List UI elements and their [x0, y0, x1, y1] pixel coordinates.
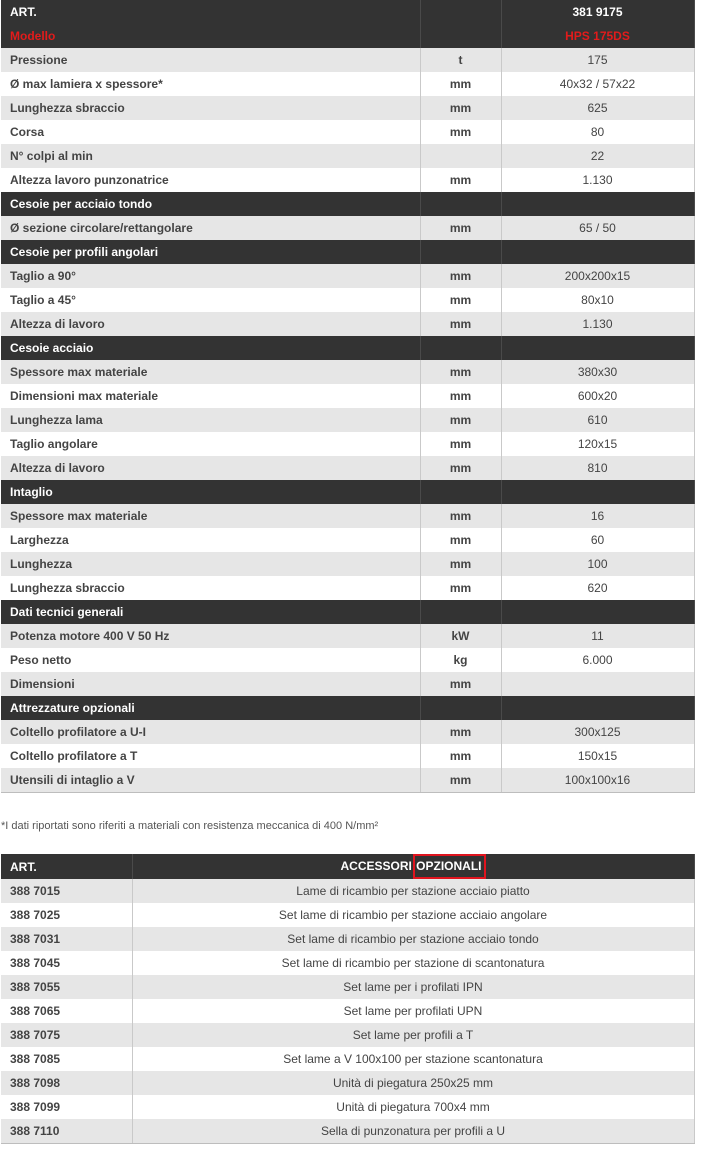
spec-unit: mm — [420, 120, 501, 144]
spec-unit: mm — [420, 312, 501, 336]
spec-label: Dimensioni — [1, 672, 420, 696]
accessory-code: 388 7025 — [1, 903, 132, 927]
section-empty-cell — [501, 600, 694, 624]
accessory-description: Set lame per profilati UPN — [132, 999, 694, 1023]
spec-value: 6.000 — [501, 648, 694, 672]
spec-row — [1, 720, 694, 744]
spec-unit: mm — [420, 408, 501, 432]
accessory-row — [1, 1095, 694, 1119]
spec-unit: mm — [420, 264, 501, 288]
spec-row — [1, 432, 694, 456]
spec-row — [1, 72, 694, 96]
spec-row — [1, 576, 694, 600]
spec-unit: mm — [420, 576, 501, 600]
section-title: Cesoie per profili angolari — [1, 240, 420, 264]
spec-label: Lunghezza — [1, 552, 420, 576]
accessory-description: Set lame per i profilati IPN — [132, 975, 694, 999]
spec-row — [1, 216, 694, 240]
section-empty-cell — [501, 696, 694, 720]
accessory-row — [1, 1071, 694, 1095]
spec-unit: kg — [420, 648, 501, 672]
spec-value: 380x30 — [501, 360, 694, 384]
section-title: Intaglio — [1, 480, 420, 504]
spec-value: 150x15 — [501, 744, 694, 768]
section-empty-cell — [501, 192, 694, 216]
spec-value: 625 — [501, 96, 694, 120]
accessories-art-label: ART. — [1, 854, 132, 879]
spec-unit: mm — [420, 672, 501, 696]
spec-label: Potenza motore 400 V 50 Hz — [1, 624, 420, 648]
spec-label: Altezza di lavoro — [1, 456, 420, 480]
spec-row — [1, 168, 694, 192]
section-empty-cell — [501, 240, 694, 264]
accessory-description: Set lame per profili a T — [132, 1023, 694, 1047]
spec-label: Taglio a 45° — [1, 288, 420, 312]
spec-value: 200x200x15 — [501, 264, 694, 288]
spec-label: Ø max lamiera x spessore* — [1, 72, 420, 96]
spec-value: 1.130 — [501, 312, 694, 336]
spec-unit: mm — [420, 720, 501, 744]
spec-label: Dimensioni max materiale — [1, 384, 420, 408]
spec-unit: mm — [420, 744, 501, 768]
accessory-description: Sella di punzonatura per profili a U — [132, 1119, 694, 1143]
spec-row — [1, 360, 694, 384]
spec-label: Larghezza — [1, 528, 420, 552]
spec-row — [1, 624, 694, 648]
spec-unit: kW — [420, 624, 501, 648]
section-empty-cell — [501, 480, 694, 504]
spec-table — [1, 0, 695, 793]
spec-unit: mm — [420, 72, 501, 96]
spec-value: 80 — [501, 120, 694, 144]
spec-unit: mm — [420, 384, 501, 408]
spec-row — [1, 144, 694, 168]
spec-row — [1, 672, 694, 696]
spec-unit: t — [420, 48, 501, 72]
spec-label: Altezza di lavoro — [1, 312, 420, 336]
section-empty-cell — [420, 192, 501, 216]
accessory-row — [1, 975, 694, 999]
spec-label: Coltello profilatore a U-I — [1, 720, 420, 744]
model-value: HPS 175DS — [501, 24, 694, 48]
accessory-description: Set lame di ricambio per stazione di scantonatura — [132, 951, 694, 975]
spec-value: 100 — [501, 552, 694, 576]
accessory-code: 388 7085 — [1, 1047, 132, 1071]
spec-unit: mm — [420, 432, 501, 456]
section-empty-cell — [420, 240, 501, 264]
model-unit-empty — [420, 24, 501, 48]
art-value: 381 9175 — [501, 0, 694, 24]
spec-label: Ø sezione circolare/rettangolare — [1, 216, 420, 240]
spec-row — [1, 288, 694, 312]
accessory-code: 388 7055 — [1, 975, 132, 999]
model-label: Modello — [1, 24, 420, 48]
spec-label: Utensili di intaglio a V — [1, 768, 420, 792]
spec-unit: mm — [420, 288, 501, 312]
spec-label: Taglio a 90° — [1, 264, 420, 288]
spec-row — [1, 48, 694, 72]
spec-unit: mm — [420, 216, 501, 240]
accessories-title-highlight: OPZIONALI — [413, 854, 485, 879]
spec-value: 1.130 — [501, 168, 694, 192]
spec-unit: mm — [420, 552, 501, 576]
spec-label: Corsa — [1, 120, 420, 144]
spec-unit: mm — [420, 96, 501, 120]
spec-value: 16 — [501, 504, 694, 528]
spec-label: Lunghezza sbraccio — [1, 576, 420, 600]
spec-label: Coltello profilatore a T — [1, 744, 420, 768]
spec-header-model-row — [1, 24, 694, 48]
section-empty-cell — [501, 336, 694, 360]
spec-row — [1, 96, 694, 120]
spec-value: 600x20 — [501, 384, 694, 408]
section-header-row — [1, 240, 694, 264]
art-label: ART. — [1, 0, 420, 24]
spec-unit: mm — [420, 768, 501, 792]
accessory-code: 388 7075 — [1, 1023, 132, 1047]
spec-value: 120x15 — [501, 432, 694, 456]
spec-unit: mm — [420, 528, 501, 552]
section-header-row — [1, 696, 694, 720]
section-header-row — [1, 600, 694, 624]
accessory-code: 388 7099 — [1, 1095, 132, 1119]
accessories-title-prefix: ACCESSORI — [340, 859, 416, 873]
accessory-description: Set lame di ricambio per stazione acciaio tondo — [132, 927, 694, 951]
spec-label: Pressione — [1, 48, 420, 72]
accessory-row — [1, 1119, 694, 1143]
accessory-code: 388 7110 — [1, 1119, 132, 1143]
spec-value: 810 — [501, 456, 694, 480]
section-empty-cell — [420, 600, 501, 624]
spec-row — [1, 456, 694, 480]
spec-label: N° colpi al min — [1, 144, 420, 168]
spec-value: 80x10 — [501, 288, 694, 312]
spec-value: 40x32 / 57x22 — [501, 72, 694, 96]
accessory-row — [1, 951, 694, 975]
accessory-code: 388 7065 — [1, 999, 132, 1023]
spec-unit: mm — [420, 360, 501, 384]
section-header-row — [1, 192, 694, 216]
accessory-code: 388 7031 — [1, 927, 132, 951]
accessory-description: Set lame di ricambio per stazione acciaio angolare — [132, 903, 694, 927]
section-title: Cesoie per acciaio tondo — [1, 192, 420, 216]
section-title: Attrezzature opzionali — [1, 696, 420, 720]
accessory-code: 388 7015 — [1, 879, 132, 903]
spec-label: Taglio angolare — [1, 432, 420, 456]
spec-label: Altezza lavoro punzonatrice — [1, 168, 420, 192]
section-empty-cell — [420, 480, 501, 504]
spec-unit: mm — [420, 168, 501, 192]
section-title: Cesoie acciaio — [1, 336, 420, 360]
accessory-row — [1, 927, 694, 951]
spec-label: Peso netto — [1, 648, 420, 672]
spec-row — [1, 312, 694, 336]
spec-value: 300x125 — [501, 720, 694, 744]
section-empty-cell — [420, 336, 501, 360]
spec-label: Lunghezza sbraccio — [1, 96, 420, 120]
spec-row — [1, 504, 694, 528]
spec-unit — [420, 144, 501, 168]
spec-label: Lunghezza lama — [1, 408, 420, 432]
accessory-row — [1, 1047, 694, 1071]
accessory-description: Unità di piegatura 250x25 mm — [132, 1071, 694, 1095]
spec-unit: mm — [420, 504, 501, 528]
spec-label: Spessore max materiale — [1, 360, 420, 384]
accessory-description: Set lame a V 100x100 per stazione scantonatura — [132, 1047, 694, 1071]
section-header-row — [1, 480, 694, 504]
spec-unit: mm — [420, 456, 501, 480]
spec-value: 620 — [501, 576, 694, 600]
spec-value: 11 — [501, 624, 694, 648]
section-header-row — [1, 336, 694, 360]
spec-row — [1, 648, 694, 672]
spec-label: Spessore max materiale — [1, 504, 420, 528]
section-empty-cell — [420, 696, 501, 720]
accessory-description: Unità di piegatura 700x4 mm — [132, 1095, 694, 1119]
spec-row — [1, 384, 694, 408]
spec-value — [501, 672, 694, 696]
accessory-row — [1, 1023, 694, 1047]
spec-value: 610 — [501, 408, 694, 432]
spec-row — [1, 120, 694, 144]
accessories-header-row — [1, 854, 694, 879]
accessory-code: 388 7045 — [1, 951, 132, 975]
spec-value: 60 — [501, 528, 694, 552]
section-title: Dati tecnici generali — [1, 600, 420, 624]
spec-row — [1, 768, 694, 792]
spec-value: 22 — [501, 144, 694, 168]
spec-value: 175 — [501, 48, 694, 72]
accessory-row — [1, 879, 694, 903]
art-unit-empty — [420, 0, 501, 24]
spec-row — [1, 528, 694, 552]
spec-row — [1, 744, 694, 768]
accessories-table — [1, 854, 695, 1144]
accessory-row — [1, 999, 694, 1023]
spec-row — [1, 264, 694, 288]
footnote: *I dati riportati sono riferiti a materiali con resistenza meccanica di 400 N/mm² — [1, 820, 379, 832]
spec-row — [1, 408, 694, 432]
spec-header-art-row — [1, 0, 694, 24]
spec-value: 65 / 50 — [501, 216, 694, 240]
spec-row — [1, 552, 694, 576]
accessory-row — [1, 903, 694, 927]
accessory-code: 388 7098 — [1, 1071, 132, 1095]
accessories-title — [132, 854, 694, 879]
spec-value: 100x100x16 — [501, 768, 694, 792]
accessory-description: Lame di ricambio per stazione acciaio piatto — [132, 879, 694, 903]
